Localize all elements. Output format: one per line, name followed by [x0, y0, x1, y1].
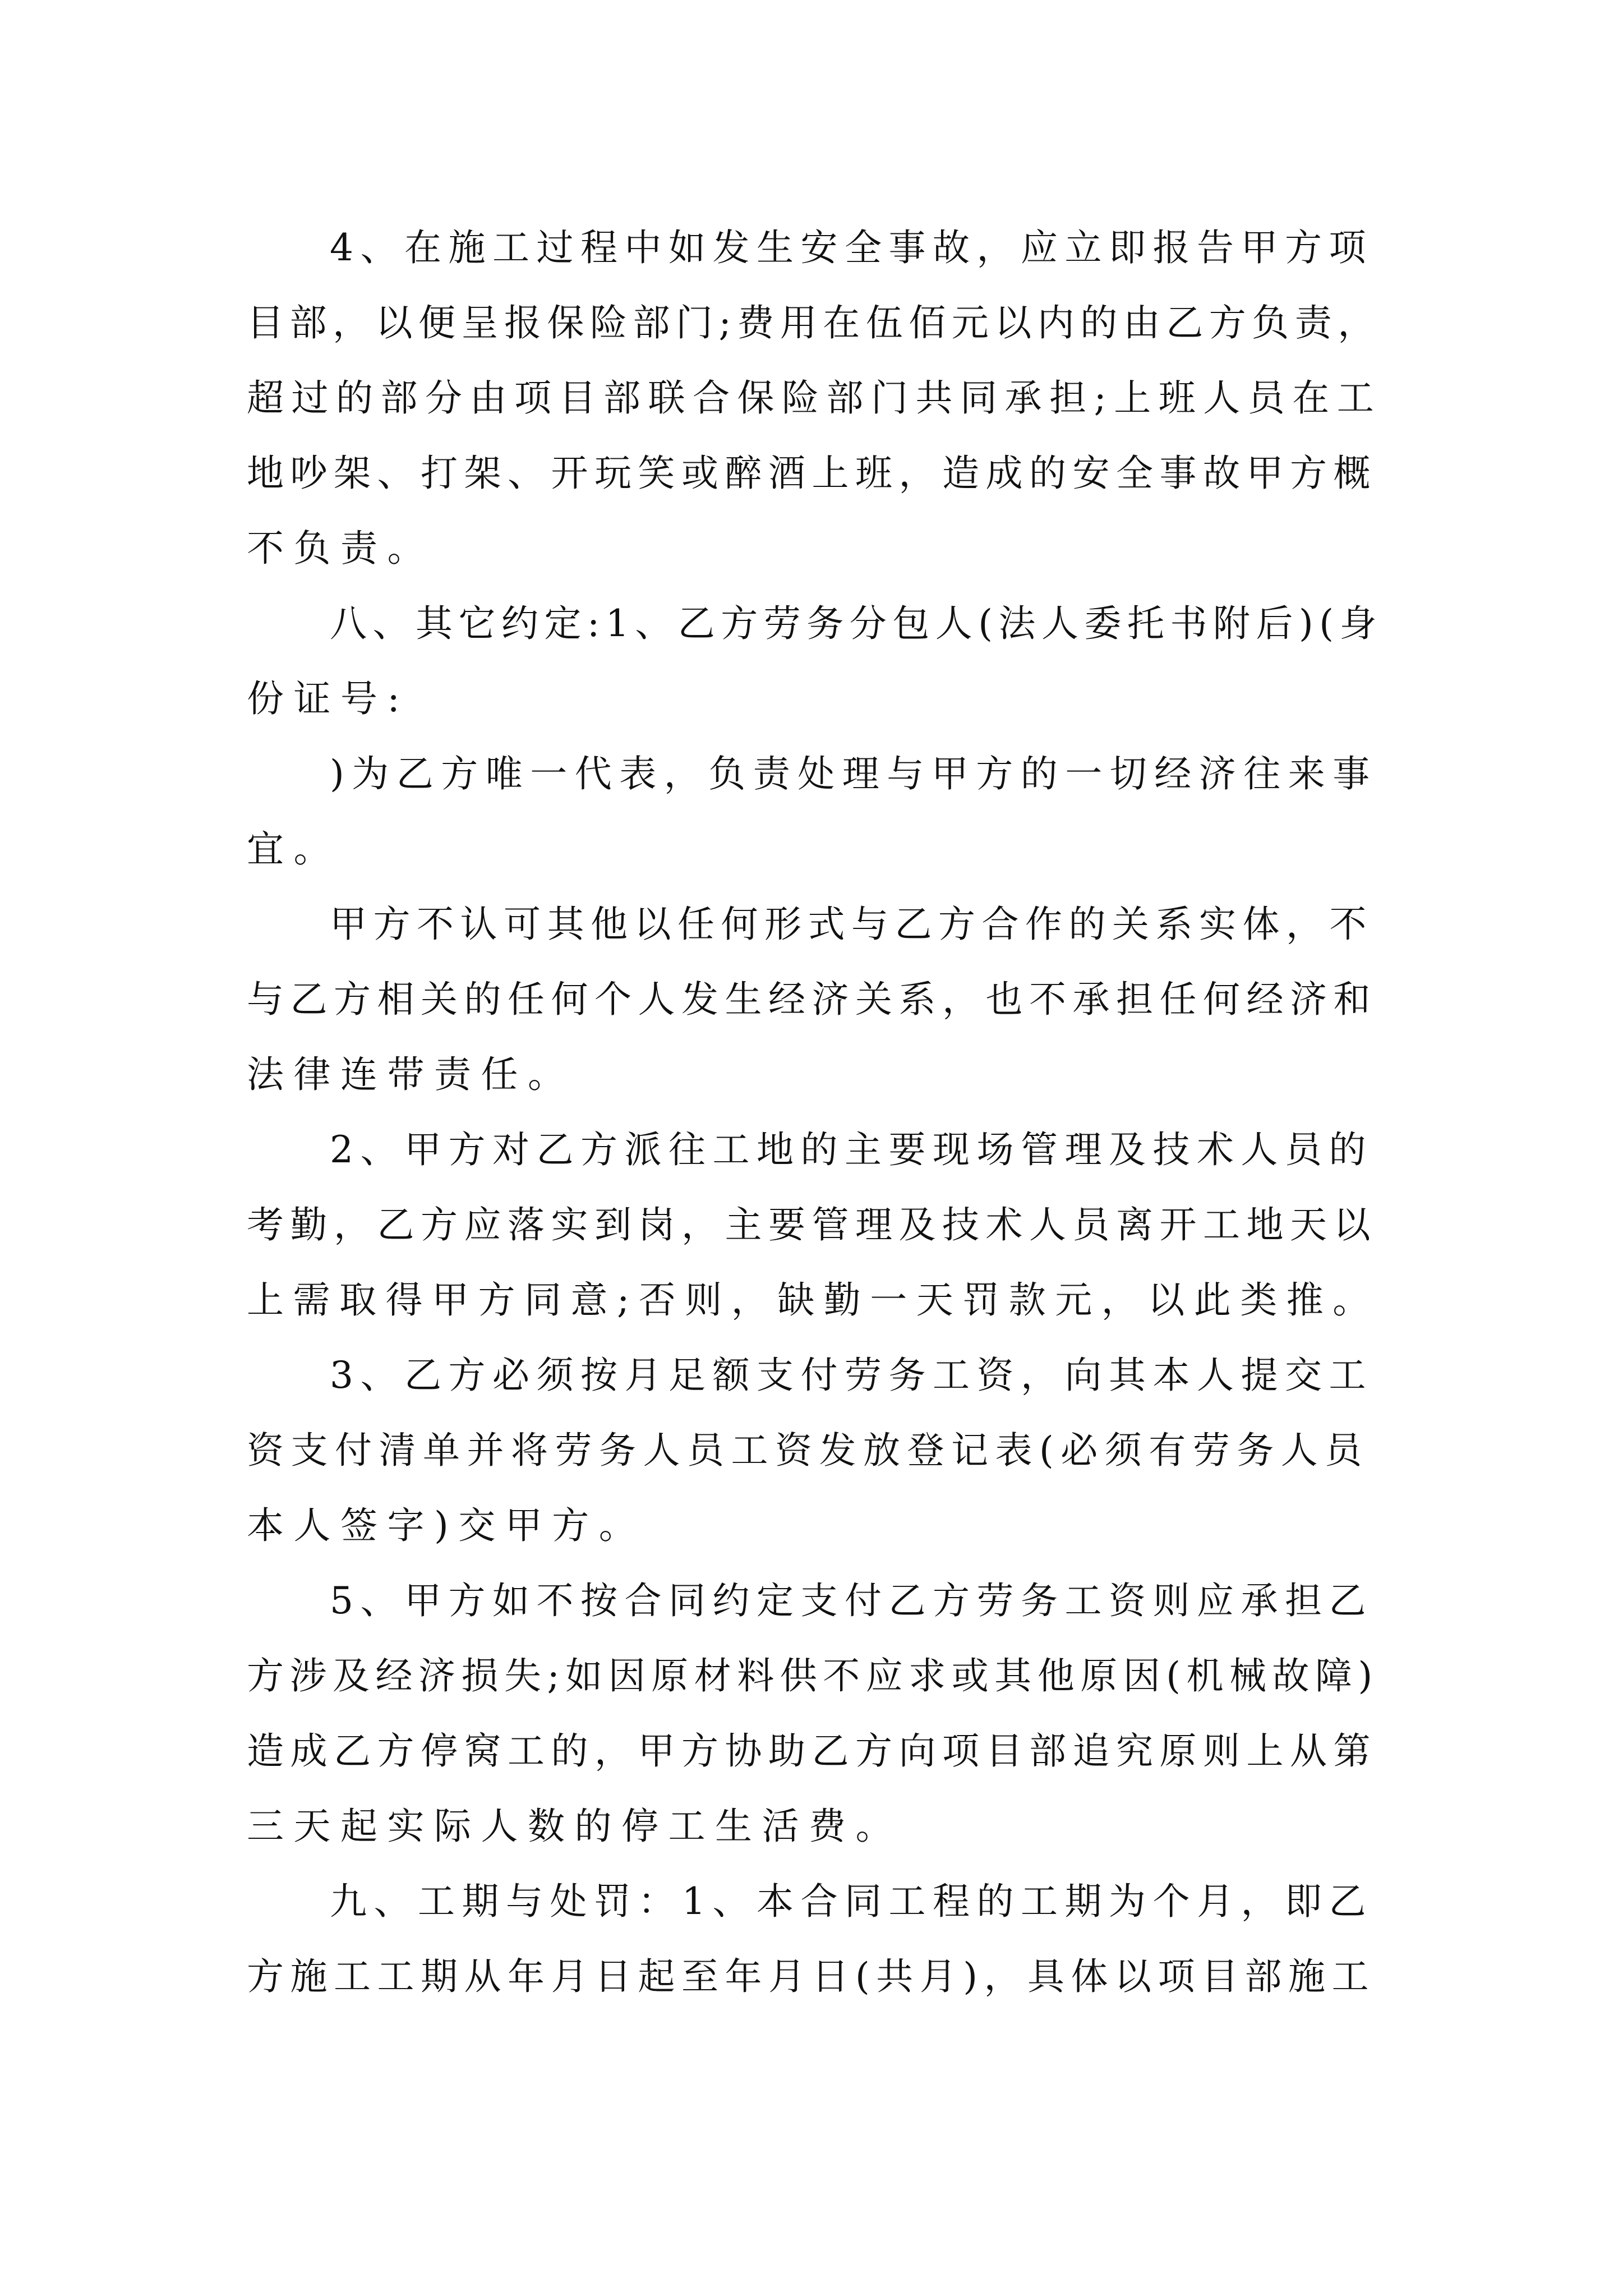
- text-line: )为乙方唯一代表，负责处理与甲方的一切经济往来事: [330, 752, 1377, 795]
- text-line: 九、工期与处罚：1、本合同工程的工期为个月，即乙: [330, 1880, 1373, 1923]
- text-line: 份证号:: [247, 677, 410, 720]
- text-line: 目部，以便呈报保险部门;费用在伍佰元以内的由乙方负责，: [247, 301, 1381, 344]
- text-line: 甲方不认可其他以任何形式与乙方合作的关系实体，不: [330, 903, 1373, 946]
- text-line: 不负责。: [247, 527, 434, 570]
- text-line: 造成乙方停窝工的，甲方协助乙方向项目部追究原则上从第: [247, 1729, 1377, 1773]
- text-line: 地吵架、打架、开玩笑或醉酒上班，造成的安全事故甲方概: [247, 452, 1377, 495]
- document-body: [247, 210, 1383, 2014]
- text-line: 超过的部分由项目部联合保险部门共同承担;上班人员在工: [247, 376, 1382, 420]
- text-line: 方涉及经济损失;如因原材料供不应求或其他原因(机械故障): [247, 1654, 1378, 1697]
- text-line: 3、乙方必须按月足额支付劳务工资，向其本人提交工: [330, 1354, 1373, 1397]
- text-line: 4、在施工过程中如发生安全事故，应立即报告甲方项: [330, 226, 1373, 269]
- text-line: 上需取得甲方同意;否则，缺勤一天罚款元，以此类推。: [247, 1278, 1379, 1322]
- text-line: 与乙方相关的任何个人发生经济关系，也不承担任何经济和: [247, 978, 1377, 1021]
- text-line: 本人签字)交甲方。: [247, 1504, 646, 1547]
- text-line: 方施工工期从年月日起至年月日(共月)，具体以项目部施工: [247, 1955, 1375, 1998]
- text-line: 三天起实际人数的停工生活费。: [247, 1805, 902, 1848]
- text-line: 考勤，乙方应落实到岗，主要管理及技术人员离开工地天以: [247, 1203, 1377, 1246]
- text-line: 八、其它约定:1、乙方劳务分包人(法人委托书附后)(身: [330, 602, 1382, 645]
- text-line: 5、甲方如不按合同约定支付乙方劳务工资则应承担乙: [330, 1579, 1373, 1622]
- text-line: 法律连带责任。: [247, 1053, 575, 1096]
- text-line: 资支付清单并将劳务人员工资发放登记表(必须有劳务人员: [247, 1429, 1369, 1472]
- text-line: 2、甲方对乙方派往工地的主要现场管理及技术人员的: [330, 1128, 1373, 1171]
- text-line: 宜。: [247, 827, 340, 871]
